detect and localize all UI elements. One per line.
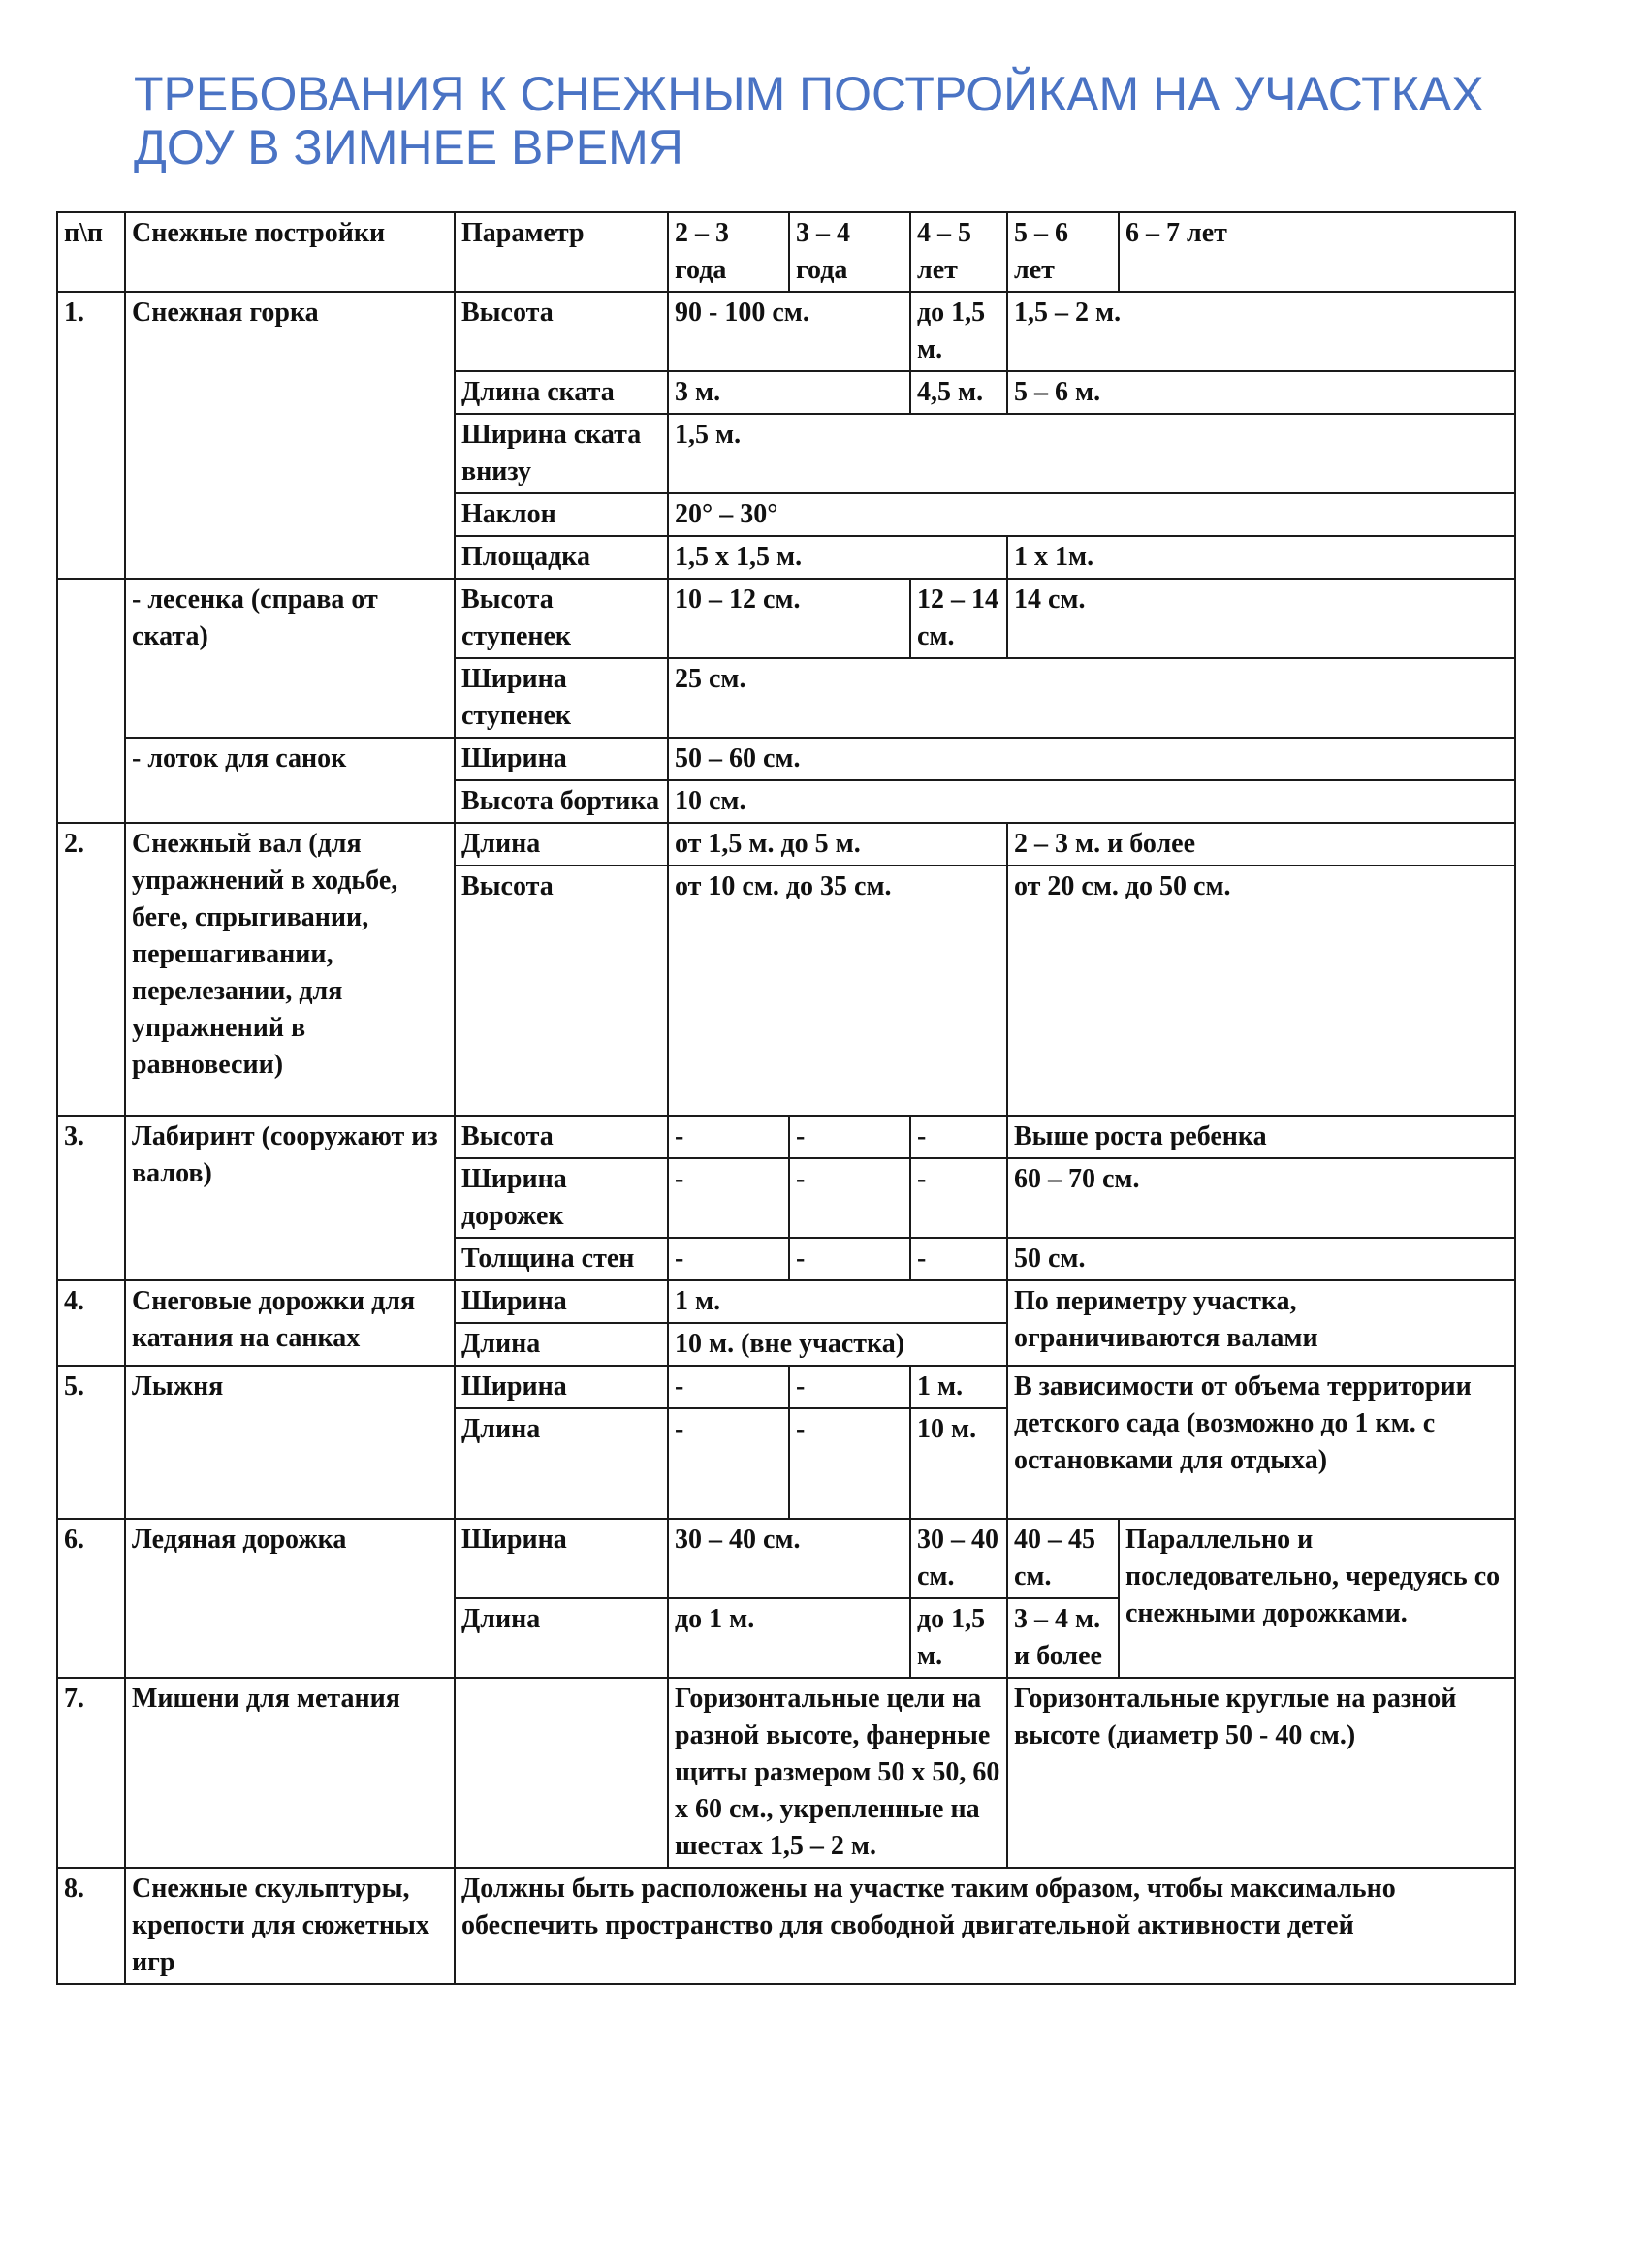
parameter-name: Ширина: [455, 738, 668, 780]
parameter-name: Высота ступенек: [455, 579, 668, 658]
value-cell: Горизонтальные цели на разной высоте, фанерные щиты размером 50 х 50, 60 х 60 см., укрепленные на шестах 1,5 – 2 м.: [668, 1678, 1007, 1868]
value-cell: до 1,5 м.: [910, 292, 1007, 371]
value-cell: -: [910, 1116, 1007, 1158]
table-row: [57, 738, 1515, 780]
value-cell: 4,5 м.: [910, 371, 1007, 414]
construction-name: Мишени для метания: [125, 1678, 455, 1868]
value-cell: 14 см.: [1007, 579, 1515, 658]
table-row: [57, 1868, 1515, 1984]
construction-name: Лыжня: [125, 1366, 455, 1519]
construction-name: Лабиринт (сооружают из валов): [125, 1116, 455, 1280]
row-number: 7.: [57, 1678, 125, 1868]
value-cell: -: [668, 1116, 789, 1158]
header-age-3-4: 3 – 4 года: [789, 212, 910, 292]
parameter-name: Длина: [455, 1598, 668, 1678]
table-row: [57, 823, 1515, 866]
parameter-name: Наклон: [455, 493, 668, 536]
row-number: 5.: [57, 1366, 125, 1519]
row-number: 8.: [57, 1868, 125, 1984]
parameter-name: Толщина стен: [455, 1238, 668, 1280]
parameter-name: Длина: [455, 1323, 668, 1366]
parameter-name: Ширина: [455, 1280, 668, 1323]
row-number: 4.: [57, 1280, 125, 1366]
construction-name: Снежные скульптуры, крепости для сюжетных игр: [125, 1868, 455, 1984]
table-row: [57, 1280, 1515, 1323]
construction-name: Снежная горка: [125, 292, 455, 579]
value-cell: 60 – 70 см.: [1007, 1158, 1515, 1238]
value-cell: -: [789, 1116, 910, 1158]
table-row: [57, 292, 1515, 371]
value-cell: 3 м.: [668, 371, 910, 414]
row-number: 1.: [57, 292, 125, 579]
parameter-name: Высота: [455, 292, 668, 371]
header-age-6-7: 6 – 7 лет: [1119, 212, 1515, 292]
parameter-name: Площадка: [455, 536, 668, 579]
parameter-name: Ширина дорожек: [455, 1158, 668, 1238]
value-cell: -: [789, 1408, 910, 1519]
value-cell: 10 м.: [910, 1408, 1007, 1519]
row-number: 3.: [57, 1116, 125, 1280]
construction-name: - лесенка (справа от ската): [125, 579, 455, 738]
parameter-name: Длина: [455, 823, 668, 866]
value-cell: до 1 м.: [668, 1598, 910, 1678]
parameter-name: Длина: [455, 1408, 668, 1519]
value-cell: 30 – 40 см.: [910, 1519, 1007, 1598]
parameter-name: Ширина: [455, 1519, 668, 1598]
value-cell: -: [789, 1366, 910, 1408]
value-cell: до 1,5 м.: [910, 1598, 1007, 1678]
header-row: [57, 212, 1515, 292]
page-title: ТРЕБОВАНИЯ К СНЕЖНЫМ ПОСТРОЙКАМ НА УЧАСТКАХ ДОУ В ЗИМНЕЕ ВРЕМЯ: [134, 67, 1484, 174]
construction-name: Ледяная дорожка: [125, 1519, 455, 1678]
parameter-name: Длина ската: [455, 371, 668, 414]
value-cell: 1 м.: [910, 1366, 1007, 1408]
value-cell: -: [789, 1238, 910, 1280]
header-age-5-6: 5 – 6 лет: [1007, 212, 1119, 292]
value-cell: 12 – 14 см.: [910, 579, 1007, 658]
table-row: [57, 1366, 1515, 1408]
value-cell: -: [668, 1158, 789, 1238]
value-cell: 25 см.: [668, 658, 1515, 738]
row-number: 6.: [57, 1519, 125, 1678]
value-cell: -: [668, 1238, 789, 1280]
header-age-2-3: 2 – 3 года: [668, 212, 789, 292]
value-cell: 50 см.: [1007, 1238, 1515, 1280]
value-cell: По периметру участка, ограничиваются валами: [1007, 1280, 1515, 1366]
value-cell: 20° – 30°: [668, 493, 1515, 536]
table-row: [57, 1519, 1515, 1598]
value-cell: Должны быть расположены на участке таким образом, чтобы максимально обеспечить пространство для свободной двигательной активности детей: [455, 1868, 1515, 1984]
value-cell: 1,5 – 2 м.: [1007, 292, 1515, 371]
parameter-name: Высота бортика: [455, 780, 668, 823]
row-number-empty: [57, 579, 125, 823]
value-cell: В зависимости от объема территории детского сада (возможно до 1 км. с остановками для отдыха): [1007, 1366, 1515, 1519]
value-cell: -: [668, 1408, 789, 1519]
row-number: 2.: [57, 823, 125, 1116]
parameter-name: Ширина ската внизу: [455, 414, 668, 493]
value-cell: 2 – 3 м. и более: [1007, 823, 1515, 866]
value-cell: 10 см.: [668, 780, 1515, 823]
header-parameter: Параметр: [455, 212, 668, 292]
value-cell: -: [910, 1238, 1007, 1280]
value-cell: 1,5 м.: [668, 414, 1515, 493]
value-cell: 1 м.: [668, 1280, 1007, 1323]
value-cell: 40 – 45 см.: [1007, 1519, 1119, 1598]
value-cell: Выше роста ребенка: [1007, 1116, 1515, 1158]
parameter-name: Высота: [455, 1116, 668, 1158]
construction-name: Снеговые дорожки для катания на санках: [125, 1280, 455, 1366]
value-cell: 1 х 1м.: [1007, 536, 1515, 579]
value-cell: 5 – 6 м.: [1007, 371, 1515, 414]
construction-name: - лоток для санок: [125, 738, 455, 823]
parameter-name: [455, 1678, 668, 1868]
requirements-table: [56, 211, 1516, 1985]
construction-name: Снежный вал (для упражнений в ходьбе, беге, спрыгивании, перешагивании, перелезании, для упражнений в равновесии): [125, 823, 455, 1116]
table-row: [57, 1678, 1515, 1868]
value-cell: от 1,5 м. до 5 м.: [668, 823, 1007, 866]
value-cell: -: [910, 1158, 1007, 1238]
value-cell: 10 – 12 см.: [668, 579, 910, 658]
value-cell: от 20 см. до 50 см.: [1007, 866, 1515, 1116]
header-age-4-5: 4 – 5 лет: [910, 212, 1007, 292]
parameter-name: Ширина: [455, 1366, 668, 1408]
value-cell: Параллельно и последовательно, чередуясь со снежными дорожками.: [1119, 1519, 1515, 1678]
table-row: [57, 1116, 1515, 1158]
value-cell: Горизонтальные круглые на разной высоте (диаметр 50 - 40 см.): [1007, 1678, 1515, 1868]
value-cell: 30 – 40 см.: [668, 1519, 910, 1598]
value-cell: 10 м. (вне участка): [668, 1323, 1007, 1366]
header-construction: Снежные постройки: [125, 212, 455, 292]
value-cell: 50 – 60 см.: [668, 738, 1515, 780]
value-cell: 90 - 100 см.: [668, 292, 910, 371]
value-cell: 3 – 4 м. и более: [1007, 1598, 1119, 1678]
header-num: п\п: [57, 212, 125, 292]
table-row: [57, 579, 1515, 658]
value-cell: -: [789, 1158, 910, 1238]
parameter-name: Высота: [455, 866, 668, 1116]
value-cell: 1,5 х 1,5 м.: [668, 536, 1007, 579]
value-cell: -: [668, 1366, 789, 1408]
parameter-name: Ширина ступенек: [455, 658, 668, 738]
value-cell: от 10 см. до 35 см.: [668, 866, 1007, 1116]
